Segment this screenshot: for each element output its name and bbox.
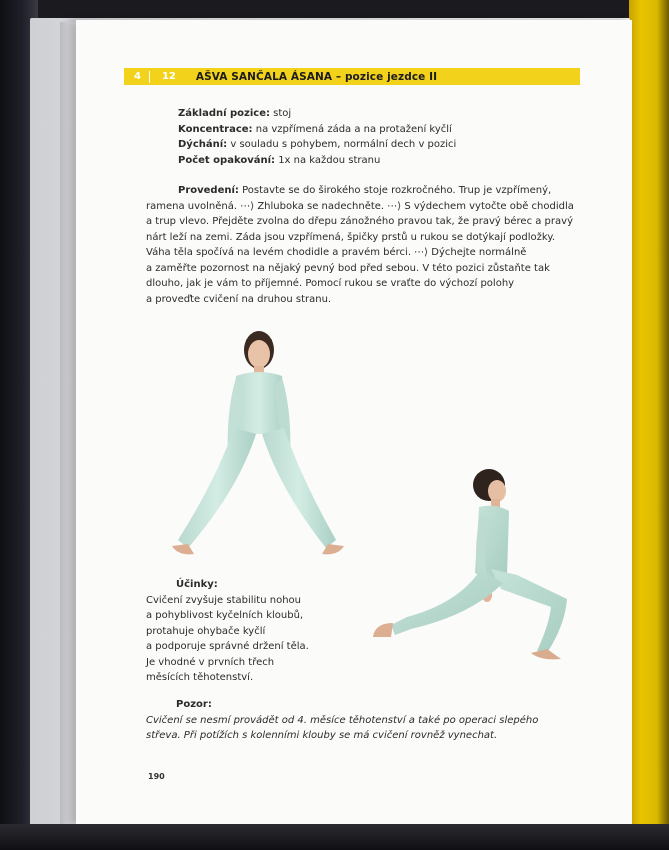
info-row: Koncentrace: na vzpřímená záda a na protažení kyčlí xyxy=(178,123,452,135)
book-page xyxy=(76,20,632,826)
chapter-number: 4 xyxy=(134,71,141,82)
header-divider xyxy=(149,71,150,83)
standing-wide-stance-photo xyxy=(158,310,358,570)
exercise-info xyxy=(178,106,578,168)
caution-section xyxy=(146,697,586,744)
caution-line: Cvičení se nesmí provádět od 4. měsíce těhotenství a také po operaci slepého xyxy=(146,714,539,726)
procedure-line: a proveďte cvičení na druhou stranu. xyxy=(146,293,332,305)
procedure-line: a zaměřte pozornost na nějaký pevný bod před sebou. V této pozici zůstaňte tak xyxy=(146,262,550,274)
effects-line: Je vhodné v prvních třech xyxy=(146,656,275,668)
procedure-line: nárt leží na zemi. Záda jsou vzpřímená, špičky prstů u rukou se dotýkají podložky. xyxy=(146,231,556,243)
procedure-text xyxy=(146,183,586,307)
procedure-line: dlouho, jak je vám to příjemné. Pomocí rukou se vraťte do výchozí polohy xyxy=(146,278,515,289)
effects-section xyxy=(146,577,336,686)
page-number: 190 xyxy=(148,772,165,781)
low-lunge-photo xyxy=(371,465,581,675)
caution-line: střeva. Při potížích s kolenními klouby se má cvičení rovněž vynechat. xyxy=(146,730,498,741)
book-bottom-edge xyxy=(0,824,669,850)
info-row: Dýchání: v souladu s pohybem, normální dech v pozici xyxy=(178,139,457,150)
procedure-line: Provedení: Postavte se do širokého stoje rozkročného. Trup je vzpřímený, xyxy=(178,185,552,196)
section-title: AŠVA SANČALA ÁSANA – pozice jezdce II xyxy=(195,70,438,83)
info-row: Základní pozice: stoj xyxy=(178,108,292,119)
section-number: 12 xyxy=(161,71,176,82)
info-row: Počet opakování: 1x na každou stranu xyxy=(178,154,381,166)
effects-line: protahuje ohybače kyčlí xyxy=(146,625,266,637)
effects-line: a pohyblivost kyčelních kloubů, xyxy=(146,610,304,621)
procedure-line: ramena uvolněná. ⋯⟩ Zhluboka se nadechněte. ⋯⟩ S výdechem vytočte obě chodidla xyxy=(146,200,574,212)
caution-title: Pozor: xyxy=(176,699,212,710)
procedure-line: Váha těla spočívá na levém chodidle a pravém bérci. ⋯⟩ Dýchejte normálně xyxy=(146,247,527,258)
book-right-edge xyxy=(629,0,669,850)
procedure-line: a trup vlevo. Přejděte zvolna do dřepu zánožného pravou tak, že pravý bérec a pravý xyxy=(146,216,573,227)
effects-line: Cvičení zvyšuje stabilitu nohou xyxy=(146,594,301,606)
effects-line: měsících těhotenství. xyxy=(146,672,254,683)
effects-line: a podporuje správné držení těla. xyxy=(146,641,309,652)
section-header xyxy=(124,68,580,85)
effects-title: Účinky: xyxy=(176,579,218,590)
